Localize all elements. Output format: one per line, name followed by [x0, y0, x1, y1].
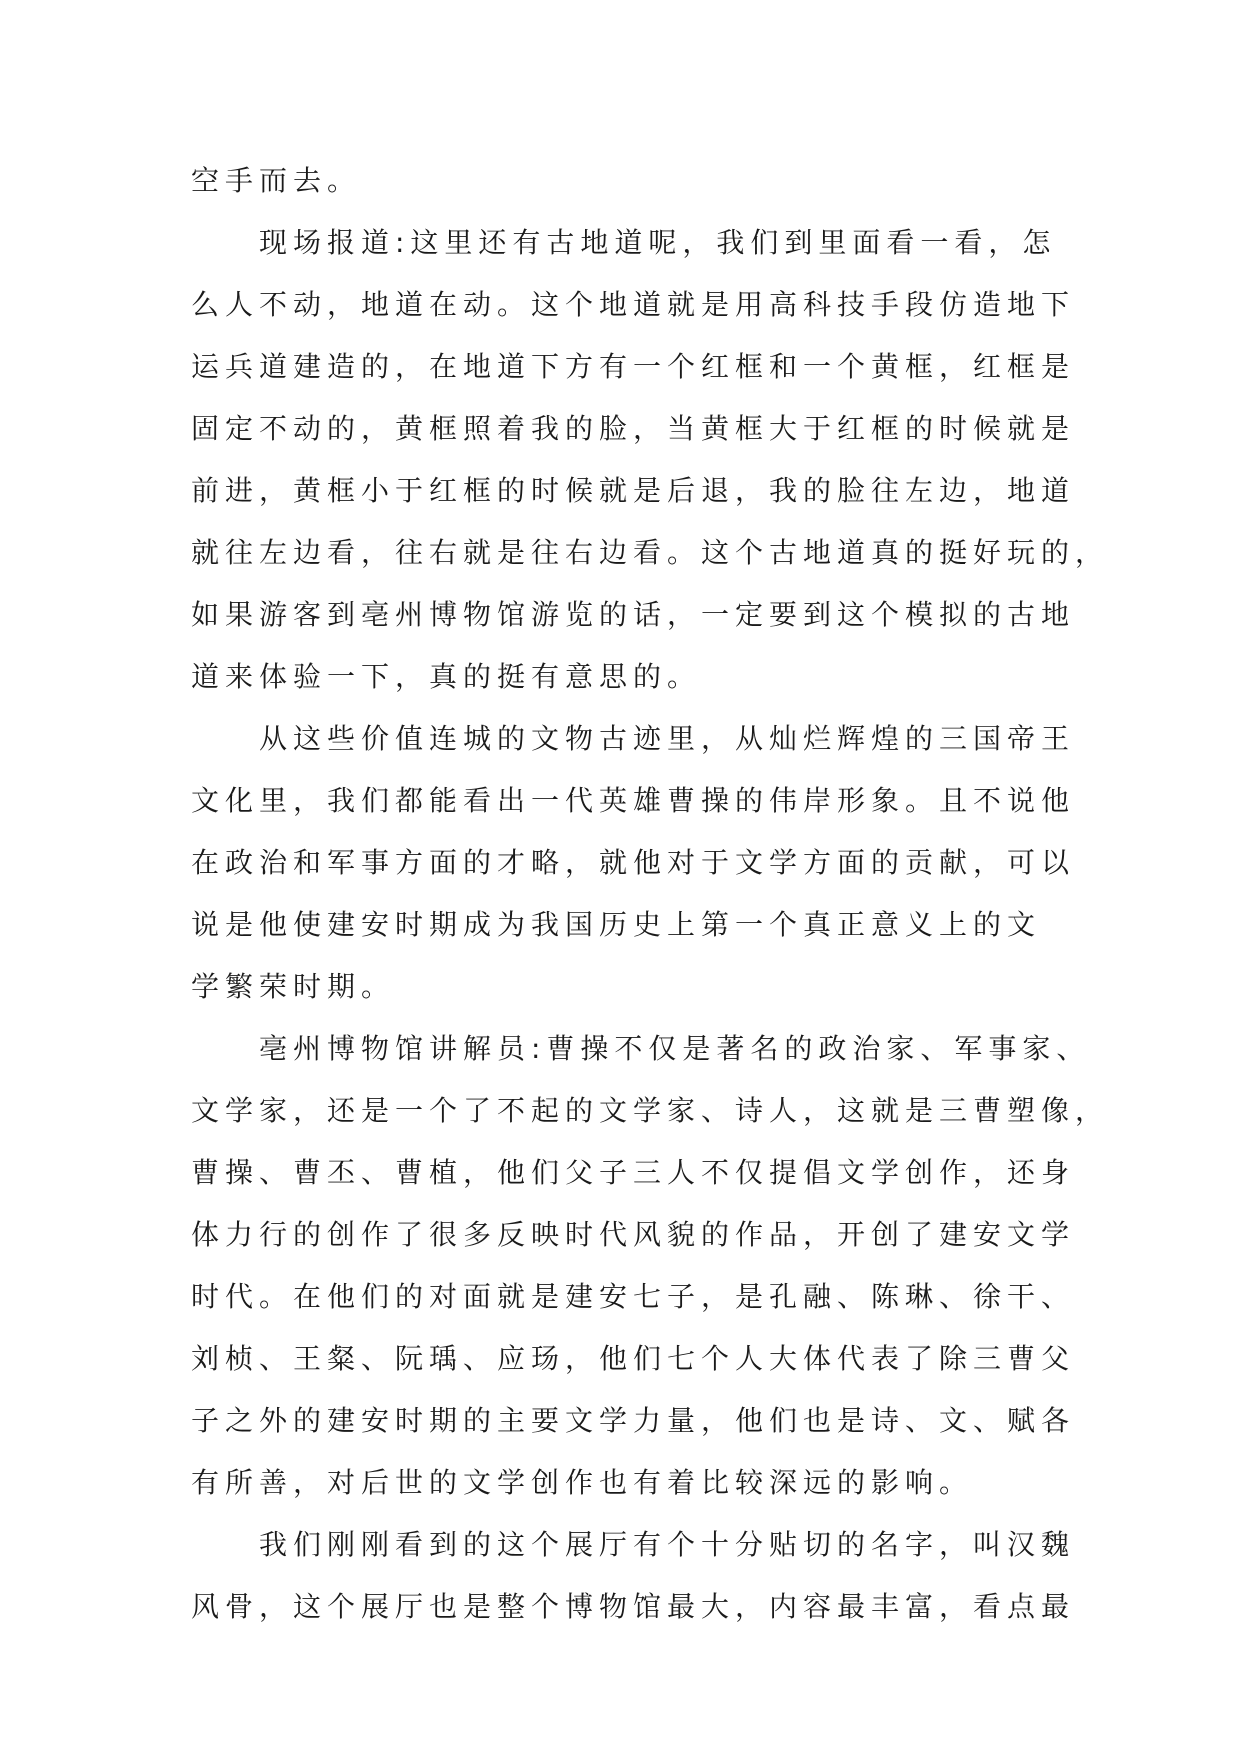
text-line: 风骨，这个展厅也是整个博物馆最大，内容最丰富，看点最 [191, 1590, 1076, 1623]
text-line: 前进，黄框小于红框的时候就是后退，我的脸往左边，地道 [191, 474, 1076, 507]
text-line: 体力行的创作了很多反映时代风貌的作品，开创了建安文学 [191, 1218, 1076, 1251]
text-line: 学繁荣时期。 [191, 970, 396, 1003]
text-line: 空手而去。 [191, 164, 362, 197]
text-line: 在政治和军事方面的才略，就他对于文学方面的贡献，可以 [191, 846, 1076, 879]
text-line: 说是他使建安时期成为我国历史上第一个真正意义上的文 [191, 908, 1042, 941]
text-line: 固定不动的，黄框照着我的脸，当黄框大于红框的时候就是 [191, 412, 1076, 445]
text-line: 么人不动，地道在动。这个地道就是用高科技手段仿造地下 [191, 288, 1076, 321]
text-line: 现场报道:这里还有古地道呢，我们到里面看一看，怎 [259, 226, 1057, 259]
text-line: 子之外的建安时期的主要文学力量，他们也是诗、文、赋各 [191, 1404, 1076, 1437]
text-line: 运兵道建造的，在地道下方有一个红框和一个黄框，红框是 [191, 350, 1076, 383]
text-line: 曹操、曹丕、曹植，他们父子三人不仅提倡文学创作，还身 [191, 1156, 1076, 1189]
text-line: 有所善，对后世的文学创作也有着比较深远的影响。 [191, 1466, 974, 1499]
text-line: 刘桢、王粲、阮瑀、应玚，他们七个人大体代表了除三曹父 [191, 1342, 1076, 1375]
text-line: 亳州博物馆讲解员:曹操不仅是著名的政治家、军事家、 [259, 1032, 1091, 1065]
text-line: 就往左边看，往右就是往右边看。这个古地道真的挺好玩的， [191, 536, 1110, 569]
text-line: 从这些价值连城的文物古迹里，从灿烂辉煌的三国帝王 [259, 722, 1076, 755]
text-line: 文学家，还是一个了不起的文学家、诗人，这就是三曹塑像， [191, 1094, 1110, 1127]
text-line: 道来体验一下，真的挺有意思的。 [191, 660, 702, 693]
text-line: 时代。在他们的对面就是建安七子，是孔融、陈琳、徐干、 [191, 1280, 1076, 1313]
document-body [191, 150, 1110, 1638]
text-line: 文化里，我们都能看出一代英雄曹操的伟岸形象。且不说他 [191, 784, 1076, 817]
text-line: 如果游客到亳州博物馆游览的话，一定要到这个模拟的古地 [191, 598, 1076, 631]
text-line: 我们刚刚看到的这个展厅有个十分贴切的名字，叫汉魏 [259, 1528, 1076, 1561]
